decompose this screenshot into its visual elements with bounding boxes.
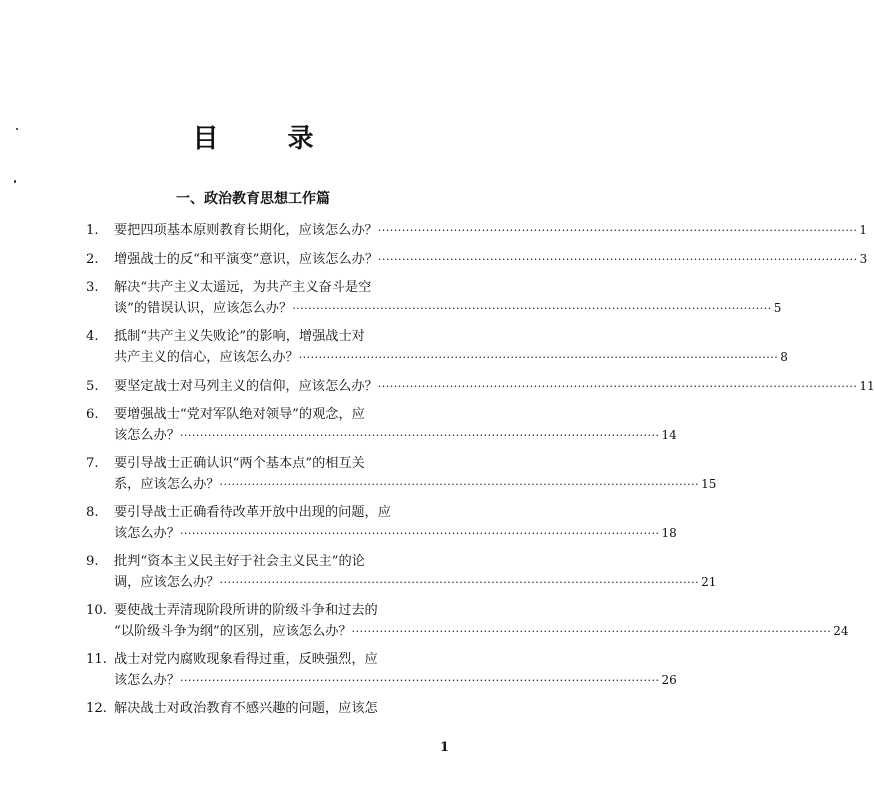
dot-leader: ························································································································ — [219, 478, 700, 491]
toc-entry — [86, 327, 788, 367]
toc-entry-page: 21 — [701, 575, 717, 589]
toc-entry-title-continued: 系，应该怎么办？ — [114, 477, 220, 492]
toc-entry-number: 7. — [86, 456, 99, 471]
toc-entry-title: 增强战士的反“和平演变”意识，应该怎么办？ — [114, 252, 379, 267]
toc-entry-number: 10. — [86, 603, 107, 618]
toc-entry — [86, 552, 717, 592]
dot-leader: ························································································································ — [298, 351, 779, 364]
dot-leader: ························································································································ — [378, 253, 858, 266]
toc-entry-line — [86, 699, 476, 719]
toc-entry-number: 9. — [86, 554, 99, 569]
toc-entry-line — [86, 454, 476, 474]
toc-entry-page: 24 — [833, 624, 849, 638]
toc-entry-line — [86, 503, 476, 523]
scan-speck — [14, 180, 16, 183]
dot-leader: ························································································································ — [292, 302, 772, 315]
dot-leader: ························································································································ — [219, 576, 700, 589]
page-number: 1 — [440, 740, 450, 755]
toc-entry-line — [86, 474, 717, 494]
toc-entry — [86, 405, 677, 445]
toc-entry-title-continued: 调，应该怎么办？ — [114, 575, 220, 590]
toc-entry-page: 5 — [773, 301, 782, 315]
toc-entry-number: 1. — [86, 223, 99, 238]
toc-entry-title-continued: 谈”的错误认识，应该怎么办？ — [114, 301, 293, 316]
toc-entry-page: 1 — [859, 223, 867, 237]
toc-entry-line — [86, 376, 875, 396]
toc-entry-number: 2. — [86, 252, 99, 267]
toc-entry — [86, 650, 677, 690]
toc-entry-line — [86, 278, 476, 298]
section-heading: 一、政治教育思想工作篇 — [176, 191, 330, 207]
toc-entry-line — [86, 572, 717, 592]
toc-entry — [86, 454, 717, 494]
dot-leader: ························································································································ — [377, 380, 858, 393]
toc-entry-title: 批判“资本主义民主好于社会主义民主”的论 — [114, 554, 365, 569]
dot-leader: ························································································································ — [179, 674, 660, 687]
toc-entry — [86, 220, 867, 240]
toc-entry-title: 解决“共产主义太遥远，为共产主义奋斗是空 — [114, 280, 372, 295]
toc-entry-number: 8. — [86, 505, 99, 520]
toc-entry-line — [86, 347, 788, 367]
toc-entry-title: 要引导战士正确看待改革开放中出现的问题，应 — [114, 505, 391, 520]
toc-entry — [86, 376, 875, 396]
toc-entry-line — [86, 405, 476, 425]
toc-entry-title: 战士对党内腐败现象看得过重，反映强烈，应 — [114, 652, 378, 667]
toc-entry-line — [86, 670, 677, 690]
toc-entry-line — [86, 621, 849, 641]
dot-leader: ························································································································ — [179, 527, 660, 540]
toc-entry-page: 26 — [661, 673, 677, 687]
toc-entry-number: 4. — [86, 329, 99, 344]
toc-entry — [86, 601, 849, 641]
dot-leader: ························································································································ — [377, 224, 858, 237]
toc-entry-page: 14 — [661, 428, 677, 442]
toc-entry-number: 6. — [86, 407, 99, 422]
toc-entry-line — [86, 650, 476, 670]
table-of-contents — [86, 220, 875, 728]
toc-entry-line — [86, 249, 868, 269]
toc-entry-page: 15 — [701, 477, 717, 491]
dot-leader: ························································································································ — [351, 625, 832, 638]
toc-entry-title: 要使战士弄清现阶段所讲的阶级斗争和过去的 — [114, 603, 378, 618]
toc-entry-page: 3 — [859, 252, 868, 266]
toc-entry-title: 解决战士对政治教育不感兴趣的问题，应该怎 — [114, 701, 378, 716]
toc-entry-line — [86, 523, 677, 543]
toc-entry-title-continued: 该怎么办？ — [114, 673, 180, 688]
toc-entry-line — [86, 552, 476, 572]
page-title: 目 录 — [192, 124, 344, 154]
toc-entry-title-continued: 该怎么办？ — [114, 428, 180, 443]
toc-entry-title-continued: 该怎么办？ — [114, 526, 180, 541]
toc-entry-line — [86, 327, 476, 347]
toc-entry-number: 12. — [86, 701, 107, 716]
toc-entry-number: 3. — [86, 280, 99, 295]
toc-entry — [86, 278, 782, 318]
toc-entry-page: 8 — [780, 350, 788, 364]
toc-entry — [86, 503, 677, 543]
toc-entry-line — [86, 425, 677, 445]
toc-entry-title-continued: 共产主义的信心，应该怎么办？ — [114, 350, 299, 365]
toc-entry — [86, 249, 868, 269]
toc-entry-title: 要坚定战士对马列主义的信仰，应该怎么办？ — [114, 379, 378, 394]
toc-entry-number: 5. — [86, 379, 99, 394]
toc-entry-title: 要把四项基本原则教育长期化，应该怎么办？ — [114, 223, 378, 238]
toc-entry-title-continued: “以阶级斗争为纲”的区别，应该怎么办？ — [114, 624, 352, 639]
toc-entry-line — [86, 298, 782, 318]
toc-entry-page: 18 — [661, 526, 677, 540]
toc-entry-line — [86, 220, 867, 240]
toc-entry-title: 要增强战士“党对军队绝对领导”的观念，应 — [114, 407, 365, 422]
toc-entry-title: 要引导战士正确认识“两个基本点”的相互关 — [114, 456, 365, 471]
toc-entry-number: 11. — [86, 652, 107, 667]
toc-entry-page: 11 — [859, 379, 875, 393]
toc-entry — [86, 699, 476, 719]
dot-leader: ························································································································ — [179, 429, 660, 442]
toc-entry-line — [86, 601, 476, 621]
toc-entry-title: 抵制“共产主义失败论”的影响，增强战士对 — [114, 329, 365, 344]
